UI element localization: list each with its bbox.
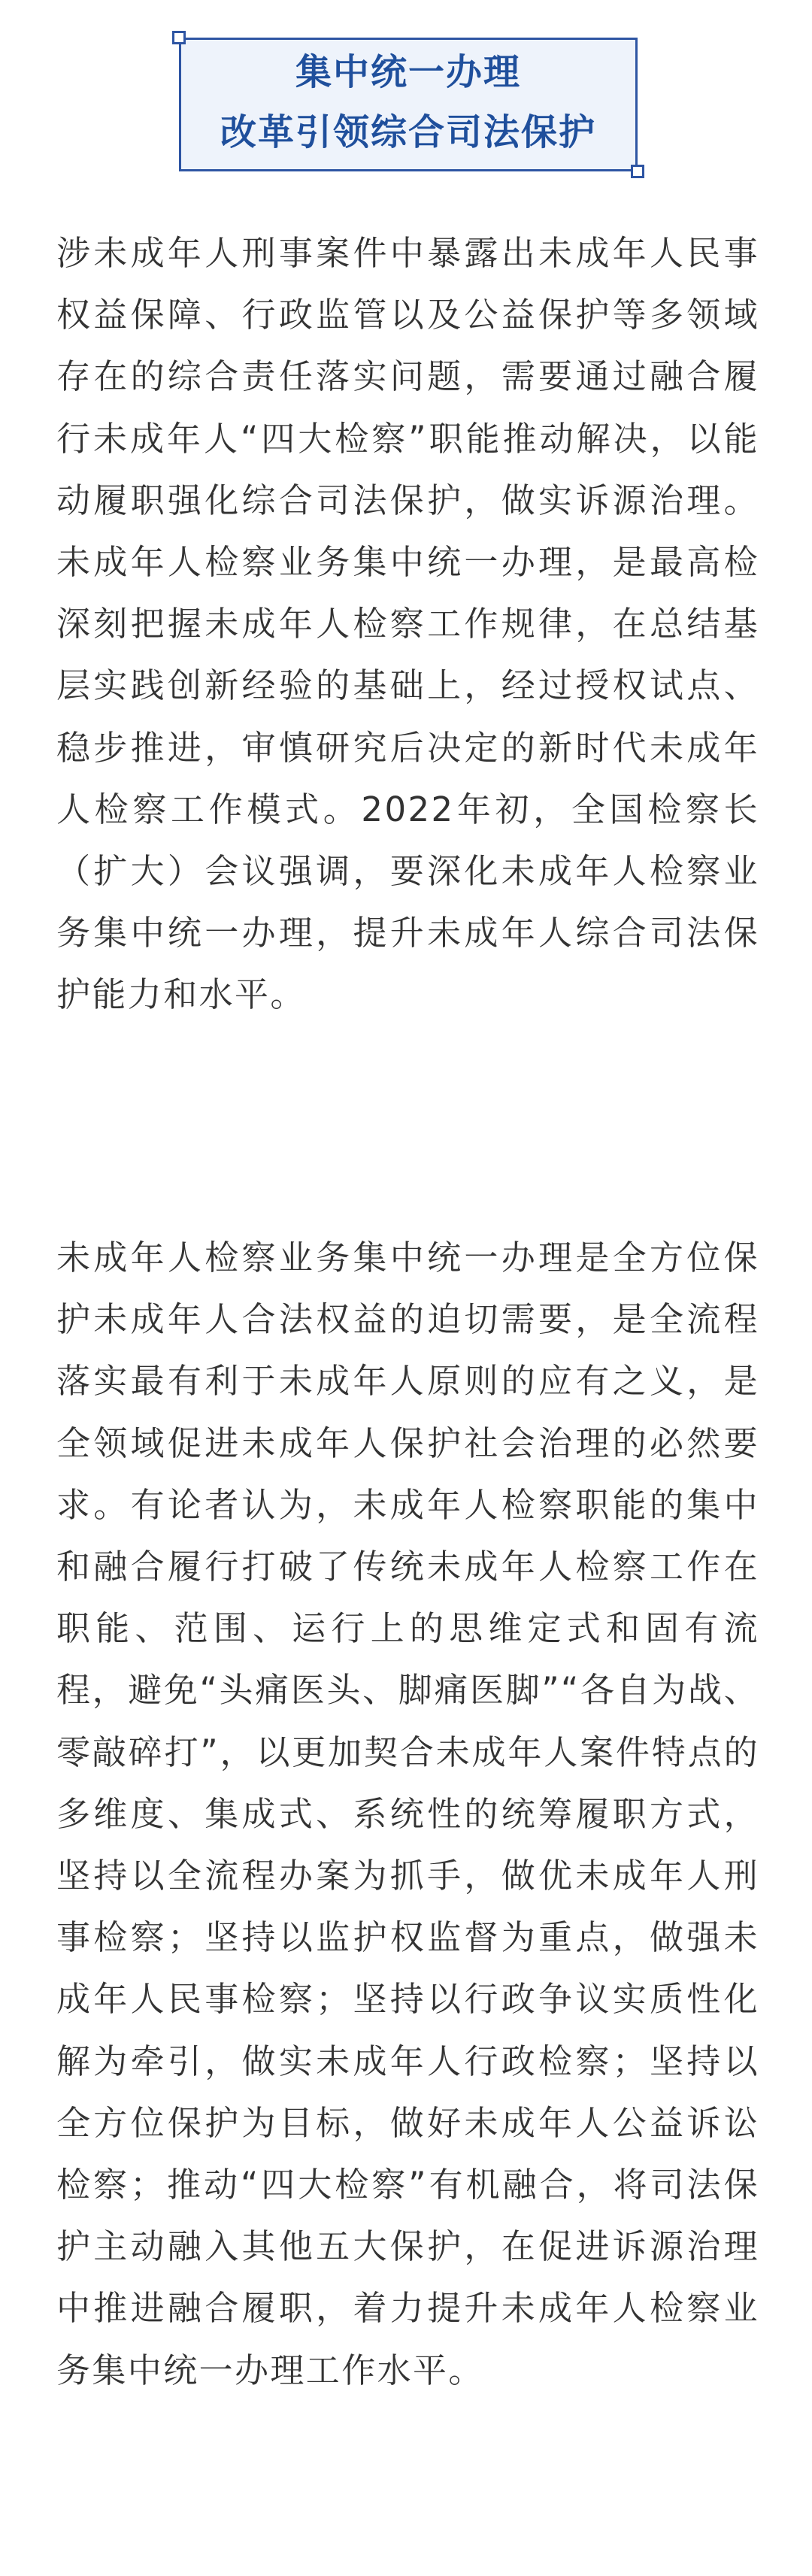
- title-corner-bottom-right: [631, 165, 644, 178]
- title-box: [179, 38, 638, 171]
- title-line-1: 集中统一办理: [295, 51, 521, 93]
- title-corner-top-left: [172, 31, 186, 44]
- paragraph-1: 涉未成年人刑事案件中暴露出未成年人民事权益保障、行政监管以及公益保护等多领域存在的综合责任落实问题，需要通过融合履行未成年人“四大检察”职能推动解决，以能动履职强化综合司法保护，做实诉源治理。未成年人检察业务集中统一办理，是最高检深刻把握未成年人检察工作规律，在总结基层实践创新经验的基础上，经过授权试点、稳步推进，审慎研究后决定的新时代未成年人检察工作模式。2022年初，全国检察长（扩大）会议强调，要深化未成年人检察业务集中统一办理，提升未成年人综合司法保护能力和水平。: [56, 233, 759, 1015]
- paragraph-2: 未成年人检察业务集中统一办理是全方位保护未成年人合法权益的迫切需要，是全流程落实最有利于未成年人原则的应有之义，是全领域促进未成年人保护社会治理的必然要求。有论者认为，未成年人检察职能的集中和融合履行打破了传统未成年人检察工作在职能、范围、运行上的思维定式和固有流程，避免“头痛医头、脚痛医脚”“各自为战、零敲碎打”，以更加契合未成年人案件特点的多维度、集成式、系统性的统筹履职方式，坚持以全流程办案为抓手，做优未成年人刑事检察；坚持以监护权监督为重点，做强未成年人民事检察；坚持以行政争议实质性化解为牵引，做实未成年人行政检察；坚持以全方位保护为目标，做好未成年人公益诉讼检察；推动“四大检察”有机融合，将司法保护主动融入其他五大保护，在促进诉源治理中推进融合履职，着力提升未成年人检察业务集中统一办理工作水平。: [56, 1238, 759, 2390]
- title-line-2: 改革引领综合司法保护: [220, 111, 596, 153]
